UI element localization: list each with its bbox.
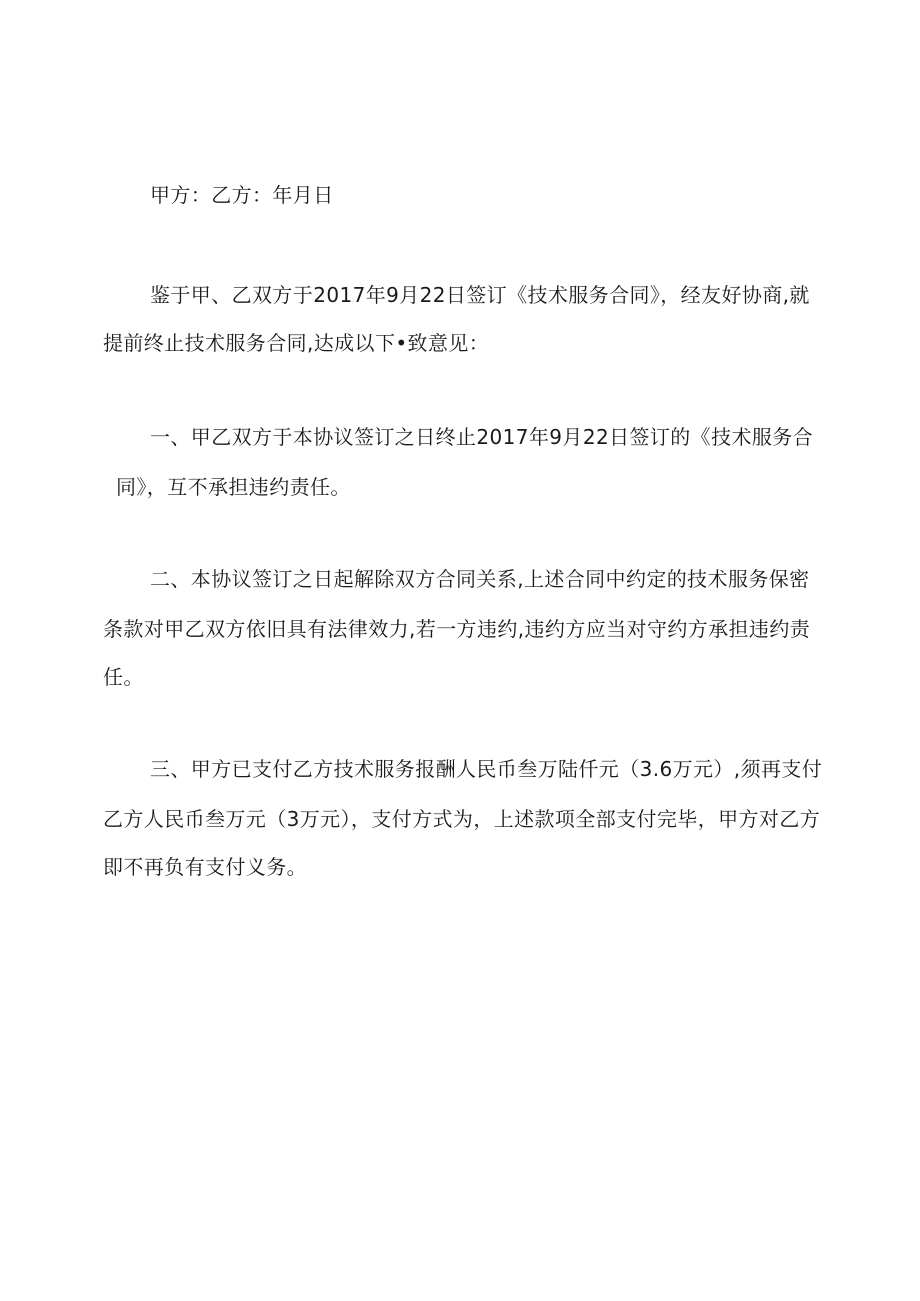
parties-date-line: 甲方：乙方：年月日 (150, 183, 334, 207)
clause-2-line-3: 任。 (103, 665, 144, 689)
intro-line-1: 鉴于甲、乙双方于2017年9月22日签订《技术服务合同》，经友好协商,就 (150, 283, 810, 307)
clause-3-line-2: 乙方人民币叁万元（3万元），支付方式为，上述款项全部支付完毕，甲方对乙方 (103, 807, 821, 831)
clause-1-line-1: 一、甲乙双方于本协议签订之日终止2017年9月22日签订的《技术服务合 (150, 425, 814, 449)
clause-3-line-1: 三、甲方已支付乙方技术服务报酬人民币叁万陆仟元（3.6万元）,须再支付 (150, 757, 823, 781)
intro-line-2: 提前终止技术服务合同,达成以下•致意见： (103, 331, 490, 355)
clause-1-line-2: 同》，互不承担违约责任。 (116, 475, 351, 499)
clause-2-line-1: 二、本协议签订之日起解除双方合同关系,上述合同中约定的技术服务保密 (150, 567, 810, 591)
clause-3-line-3: 即不再负有支付义务。 (103, 855, 307, 879)
clause-2-line-2: 条款对甲乙双方依旧具有法律效力,若一方违约,违约方应当对守约方承担违约责 (103, 617, 811, 641)
